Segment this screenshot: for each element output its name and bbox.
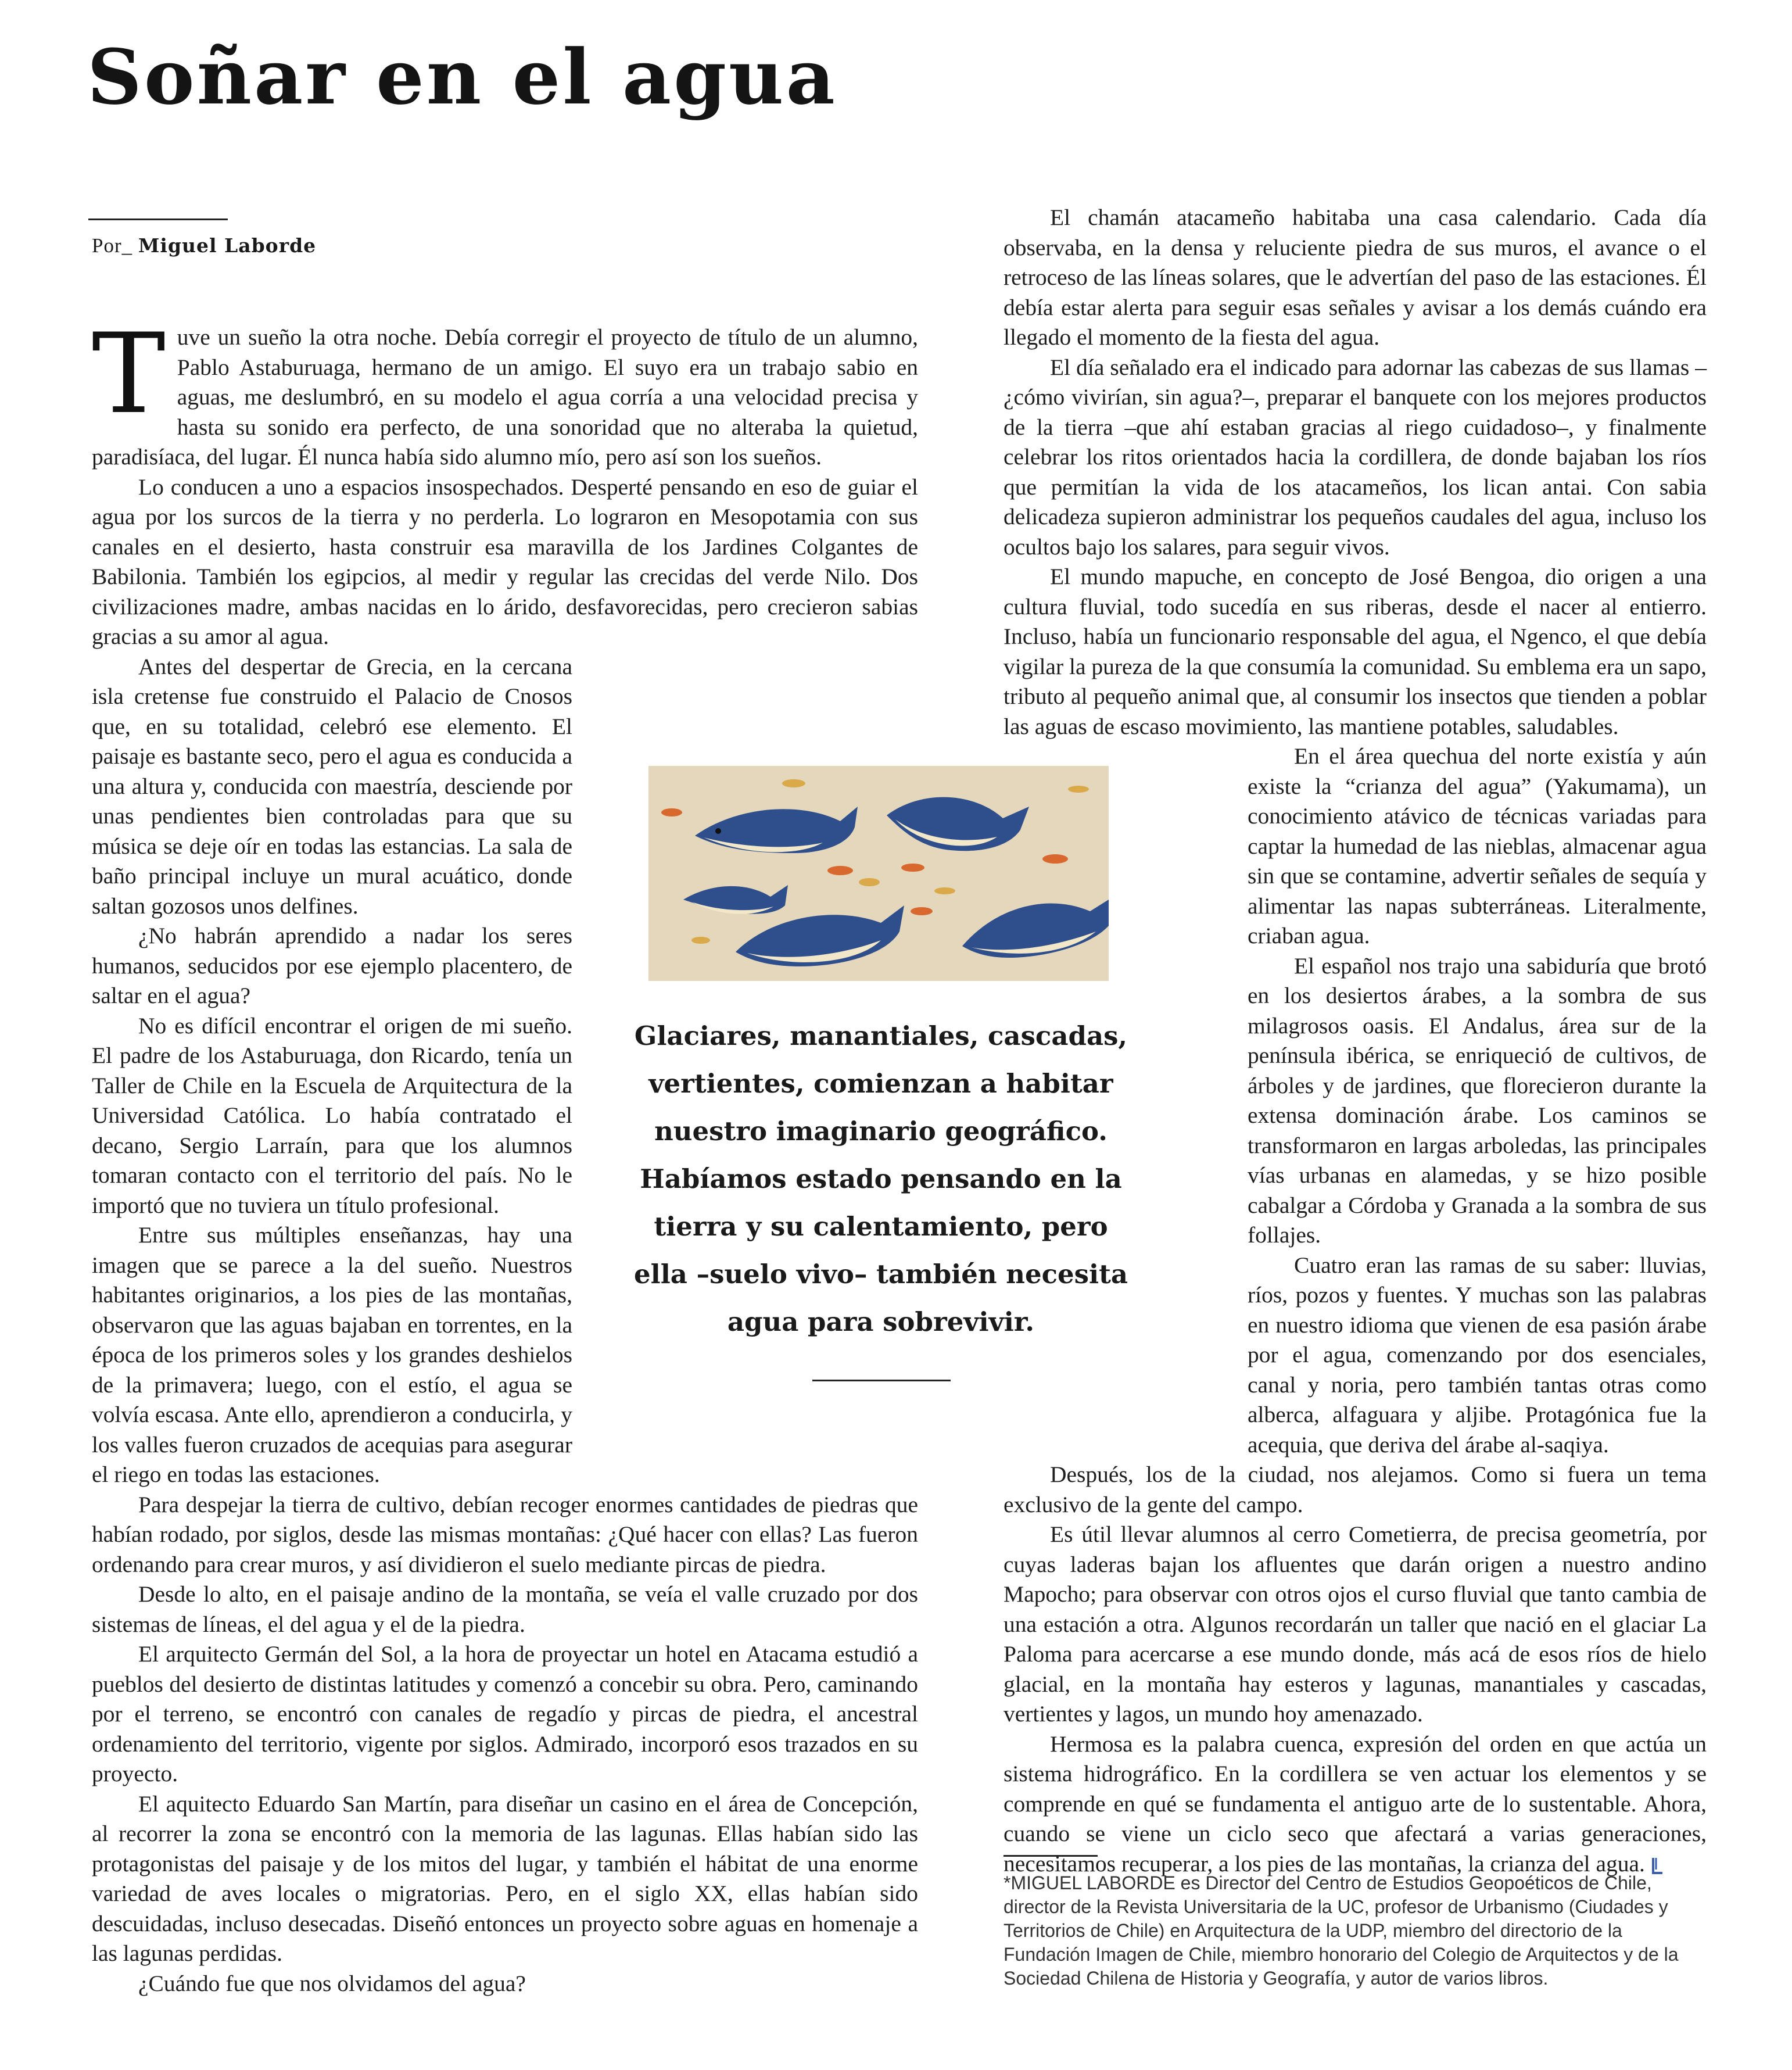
paragraph bbox=[1003, 1729, 1707, 1879]
pull-quote-rule bbox=[812, 1380, 951, 1381]
paragraph: Después, los de la ciudad, nos alejamos. Como si fuera un tema exclusivo de la gente del campo. bbox=[1003, 1462, 1707, 1517]
paragraph: uve un sueño la otra noche. Debía corregir el proyecto de título de un alumno, Pablo Astaburuaga, hermano de un amigo. El suyo era un trabajo sabio en aguas, me deslumbró, en su modelo el agua corría a una velocidad precisa y hasta su sonido era perfecto, de una sonoridad que no alteraba la quietud, paradisíaca, del lugar. Él nunca había sido alumno mío, pero así son los sueños. bbox=[92, 324, 918, 470]
byline bbox=[92, 234, 316, 257]
dolphin-fresco-image bbox=[648, 766, 1109, 981]
pull-quote: Glaciares, manantiales, cascadas, vertientes, comienzan a habitar nuestro imaginario geográfico. Habíamos estado pensando en la tierra y su calentamiento, pero ella –suelo vivo– también necesita agua para sobrevivir. bbox=[633, 1020, 1128, 1337]
paragraph: Entre sus múltiples enseñanzas, hay una imagen que se parece a la del sueño. Nuestros habitantes originarios, a los pies de las montañas, observaron que las aguas bajaban en torrentes, en la época de los primeros soles y los grandes deshielos de la primavera; luego, con el estío, el agua se volvía escasa. Ante ello, aprendieron a conducirla, y los valles fueron cruzados de acequias para asegurar el riego en todas las estaciones. bbox=[92, 1222, 572, 1487]
paragraph: El arquitecto Germán del Sol, a la hora de proyectar un hotel en Atacama estudió a pueblos del desierto de distintas latitudes y comenzó a concebir su obra. Pero, caminando por el terreno, se encontró con canales de regadío y pircas de piedra, el ancestral ordenamiento del territorio, vigente por siglos. Admirado, incorporó esos trazados en su proyecto. bbox=[92, 1641, 918, 1786]
paragraph: ¿No habrán aprendido a nadar los seres humanos, seducidos por ese ejemplo placentero, de saltar en el agua? bbox=[92, 923, 572, 1008]
paragraph: El español nos trajo una sabiduría que brotó en los desiertos árabes, a la sombra de sus milagrosos oasis. El Andalus, área sur de la península ibérica, se enriqueció de cultivos, de árboles y de jardines, que florecieron durante la extensa dominación árabe. Los caminos se transformaron en largas arboledas, las principales vías urbanas en alamedas, y se hizo posible cabalgar a Córdoba y Granada a la sombra de sus follajes. bbox=[1248, 952, 1707, 1248]
article-title: Soñar en el agua bbox=[87, 33, 837, 121]
paragraph: Antes del despertar de Grecia, en la cercana isla cretense fue construido el Palacio de Cnosos que, en su totalidad, celebró ese elemento. El paisaje es bastante seco, pero el agua es conducida a una altura y, conducida con maestría, desciende por unas pendientes bien controladas para que su música se deje oír en todas las estancias. La sala de baño principal incluye un mural acuático, donde saltan gozosos unos delfines. bbox=[92, 653, 572, 919]
paragraph: El día señalado era el indicado para adornar las cabezas de sus llamas –¿cómo vivirían, sin agua?–, preparar el banquete con los mejores productos de la tierra –que ahí estaban gracias al riego cuidadoso–, y finalmente celebrar los ritos orientados hacia la cordillera, de donde bajaban los ríos que permitían la vida de los atacameños, los lican antai. Con sabia delicadeza supieron administrar los pequeños caudales del agua, incluso los ocultos bajo los salares, para seguir vivos. bbox=[1003, 354, 1707, 560]
paragraph: Lo conducen a uno a espacios insospechados. Desperté pensando en eso de guiar el agua por los surcos de la tierra y no perderla. Lo lograron en Mesopotamia con sus canales en el desierto, hasta construir esa maravilla de los Jardines Colgantes de Babilonia. También los egipcios, al medir y regular las crecidas del verde Nilo. Dos civilizaciones madre, ambas nacidas en lo árido, desfavorecidas, pero crecieron sabias gracias a su amor al agua. bbox=[92, 474, 918, 649]
paragraph: ¿Cuándo fue que nos olvidamos del agua? bbox=[138, 1970, 526, 1996]
paragraph: No es difícil encontrar el origen de mi sueño. El padre de los Astaburuaga, don Ricardo, tenía un Taller de Chile en la Escuela de Arquitectura de la Universidad Católica. Lo había contratado el decano, Sergio Larraín, para que los alumnos tomaran contacto con el territorio del país. No le importó que no tuviera un título profesional. bbox=[92, 1012, 572, 1218]
paragraph: Cuatro eran las ramas de su saber: lluvias, ríos, pozos y fuentes. Y muchas son las palabras en nuestro idioma que vienen de esa pasión árabe por el agua, comenzando por dos esenciales, canal y noria, pero también tantas otras como alberca, alfaguara y aljibe. Protagónica fue la acequia, que deriva del árabe al-saqiya. bbox=[1248, 1252, 1707, 1457]
paragraph: El mundo mapuche, en concepto de José Bengoa, dio origen a una cultura fluvial, todo sucedía en sus riberas, desde el nacer al entierro. Incluso, había un funcionario responsable del agua, el Ngenco, el que debía vigilar la pureza de la que consumía la comunidad. Su emblema era un sapo, tributo al pequeño animal que, al consumir los insectos que tienden a poblar las aguas de escaso movimiento, las mantiene potables, saludables. bbox=[1003, 564, 1707, 739]
author-footnote: *MIGUEL LABORDE es Director del Centro de Estudios Geopoéticos de Chile, director de la Revista Universitaria de la UC, profesor de Urbanismo (Ciudades y Territorios de Chile) en Arquitectura de la UDP, miembro del directorio de la Fundación Imagen de Chile, miembro honorario del Colegio de Arquitectos y de la Sociedad Chilena de Historia y Geografía, y autor de varios libros. bbox=[1003, 1872, 1679, 1989]
footnote-rule bbox=[1003, 1855, 1098, 1857]
paragraph: Es útil llevar alumnos al cerro Cometierra, de precisa geometría, por cuyas laderas bajan los afluentes que darán origen a nuestro andino Mapocho; para observar con otros ojos el curso fluvial que tanto cambia de una estación a otra. Algunos recordarán un taller que nació en el glaciar La Paloma para acercarse a ese mundo donde, más acá de esos ríos de hielo glacial, en la montaña hay esteros y lagunas, manantiales y cascadas, vertientes y lagos, un mundo hoy amenazado. bbox=[1003, 1521, 1707, 1727]
byline-rule bbox=[88, 219, 228, 220]
paragraph: El aquitecto Eduardo San Martín, para diseñar un casino en el área de Concepción, al recorrer la zona se encontró con la memoria de las lagunas. Ellas habían sido las protagonistas del paisaje y de los mitos del lugar, y también el hábitat de una enorme variedad de aves locales o migratorias. Pero, en el siglo XX, ellas habían sido descuidadas, incluso desecadas. Diseñó entonces un proyecto sobre aguas en homenaje a las lagunas perdidas. bbox=[92, 1790, 918, 1966]
paragraph: En el área quechua del norte existía y aún existe la “crianza del agua” (Yakumama), un conocimiento atávico de técnicas variadas para captar la humedad de las nieblas, almacenar agua sin que se contamine, advertir señales de sequía y alimentar las napas subterráneas. Literalmente, criaban agua. bbox=[1248, 743, 1707, 948]
paragraph: El chamán atacameño habitaba una casa calendario. Cada día observaba, en la densa y reluciente piedra de sus muros, el avance o el retroceso de las líneas solares, que le advertían del paso de las estaciones. Él debía estar alerta para seguir esas señales y avisar a los demás cuándo era llegado el momento de la fiesta del agua. bbox=[1003, 205, 1707, 350]
drop-cap: T bbox=[92, 310, 166, 438]
paragraph: Para despejar la tierra de cultivo, debían recoger enormes cantidades de piedras que habían rodado, por siglos, desde las mismas montañas: ¿Qué hacer con ellas? Las fueron ordenando para crear muros, y así dividieron el suelo mediante pircas de piedra. bbox=[92, 1491, 918, 1577]
author-name: Miguel Laborde bbox=[138, 234, 317, 257]
paragraph: Desde lo alto, en el paisaje andino de la montaña, se veía el valle cruzado por dos sistemas de líneas, el del agua y el de la piedra. bbox=[92, 1581, 918, 1637]
paragraph-text: Hermosa es la palabra cuenca, expresión del orden en que actúa un sistema hidrográfico. En la cordillera se ven actuar los elementos y se comprende en qué se fundamenta el antiguo arte de lo sustentable. Ahora, cuando se viene un ciclo seco que afectará a varias generaciones, necesitamos recuperar, a los pies de las montañas, la crianza del agua. bbox=[1003, 1731, 1707, 1876]
byline-prefix: Por_ bbox=[92, 234, 133, 257]
